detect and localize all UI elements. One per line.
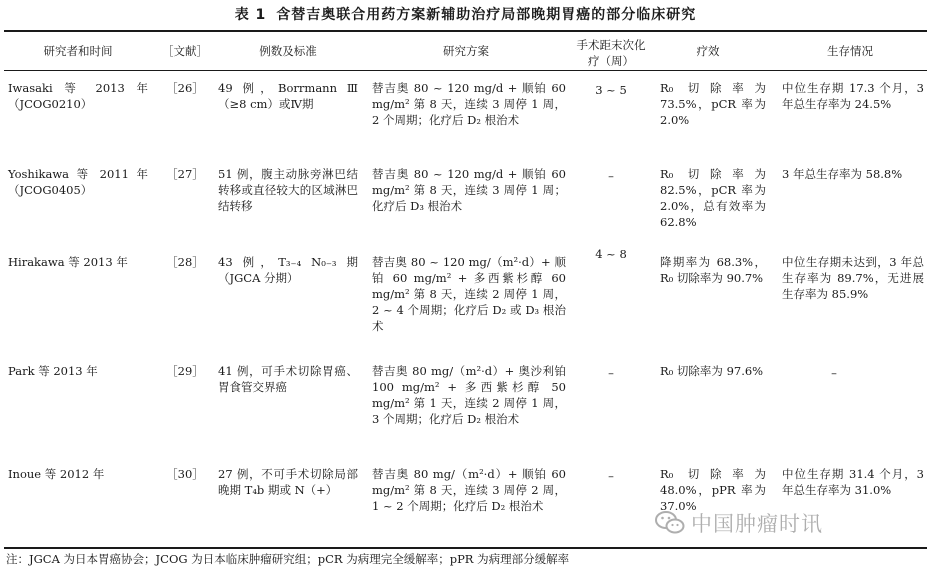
row2-researcher: Yoshikawa 等 2011 年（JCOG0405） [8,167,148,197]
row5-reference: ［30］ [166,467,204,481]
row2-efficacy: R₀ 切除率为 82.5%，pCR 率为 2.0%，总有效率为 62.8% [660,167,766,229]
row3-efficacy: 降期率为 68.3%，R₀ 切除率为 90.7% [660,255,766,285]
row2-reference: ［27］ [166,167,204,181]
watermark-text: 中国肿瘤时讯 [691,512,823,536]
row1-reference: ［26］ [166,81,204,95]
row5-cases: 27 例，不可手术切除局部晚期 T₄b 期或 N（+） [218,467,358,497]
row2-interval: – [608,169,614,183]
header-regimen: 研究方案 [443,44,489,58]
row2-survival: 3 年总生存率为 58.8% [782,167,903,181]
row2-regimen: 替吉奥 80 ~ 120 mg/d + 顺铂 60 mg/m² 第 8 天，连续 3 周停 1 周；化疗后 D₃ 根治术 [372,167,566,213]
row5-interval: – [608,469,614,483]
row4-efficacy: R₀ 切除率为 97.6% [660,364,764,378]
row5-researcher: Inoue 等 2012 年 [8,467,105,481]
row3-reference: ［28］ [166,255,204,269]
row3-cases: 43 例，T₃₋₄ N₀₋₃ 期（JGCA 分期） [218,255,358,285]
table-title: 含替吉奥联合用药方案新辅助治疗局部晚期胃癌的部分临床研究 [276,7,697,23]
top-rule [4,30,927,32]
header-survival: 生存情况 [827,44,873,58]
row1-interval: 3 ~ 5 [595,83,627,97]
row4-reference: ［29］ [166,364,204,378]
row4-cases: 41 例，可手术切除胃癌、胃食管交界癌 [218,364,358,394]
header-researcher: 研究者和时间 [43,44,113,58]
row5-regimen: 替吉奥 80 mg/（m²·d）+ 顺铂 60 mg/m² 第 8 天，连续 3 周停 2 周，1 ~ 2 个周期；化疗后 D₂ 根治术 [372,467,566,513]
row4-researcher: Park 等 2013 年 [8,364,98,378]
bottom-rule [4,547,927,549]
row3-survival: 中位生存期未达到，3 年总生存率为 89.7%，无进展生存率为 85.9% [782,255,924,301]
row4-interval: – [608,366,614,380]
row3-regimen: 替吉奥 80 ~ 120 mg/（m²·d）+ 顺铂 60 mg/m² + 多西紫杉醇 60 mg/m² 第 8 天，连续 2 周停 1 周，2 ~ 4 个周期；化疗后 D₂ 或 D₃ 根治术 [372,255,566,333]
row3-interval: 4 ~ 8 [595,247,627,261]
header-efficacy: 疗效 [696,44,720,58]
header-rule [4,70,927,71]
watermark [655,508,823,538]
row3-researcher: Hirakawa 等 2013 年 [8,255,128,269]
row1-survival: 中位生存期 17.3 个月，3 年总生存率为 24.5% [782,81,924,111]
header-reference: ［文献］ [162,44,208,58]
wechat-icon [655,510,685,536]
row2-cases: 51 例，腹主动脉旁淋巴结转移或直径较大的区域淋巴结转移 [218,167,358,213]
table-caption [0,4,931,24]
row4-regimen: 替吉奥 80 mg/（m²·d）+ 奥沙利铂 100 mg/m² + 多西紫杉醇 50 mg/m² 第 1 天，连续 2 周停 1 周，3 个周期；化疗后 D₂ 根治术 [372,364,566,426]
row1-regimen: 替吉奥 80 ~ 120 mg/d + 顺铂 60 mg/m² 第 8 天，连续 3 周停 1 周，2 个周期；化疗后 D₂ 根治术 [372,81,566,127]
row5-efficacy: R₀ 切除率为 48.0%，pPR 率为 37.0% [660,467,766,513]
header-interval: 手术距末次化疗（周） [576,38,646,68]
row1-researcher: Iwasaki 等 2013 年（JCOG0210） [8,81,148,111]
row1-efficacy: R₀ 切除率为 73.5%，pCR 率为 2.0% [660,81,766,127]
row1-cases: 49 例，Borrmann Ⅲ（≥8 cm）或Ⅳ期 [218,81,358,111]
table-label: 表 1 [234,7,267,23]
row4-survival: – [831,366,837,380]
row5-survival: 中位生存期 31.4 个月，3 年总生存率为 31.0% [782,467,924,497]
header-cases: 例数及标准 [259,44,317,58]
table-footnote: 注：JGCA 为日本胃癌协会；JCOG 为日本临床肿瘤研究组；pCR 为病理完全缓解率；pPR 为病理部分缓解率 [6,552,570,566]
